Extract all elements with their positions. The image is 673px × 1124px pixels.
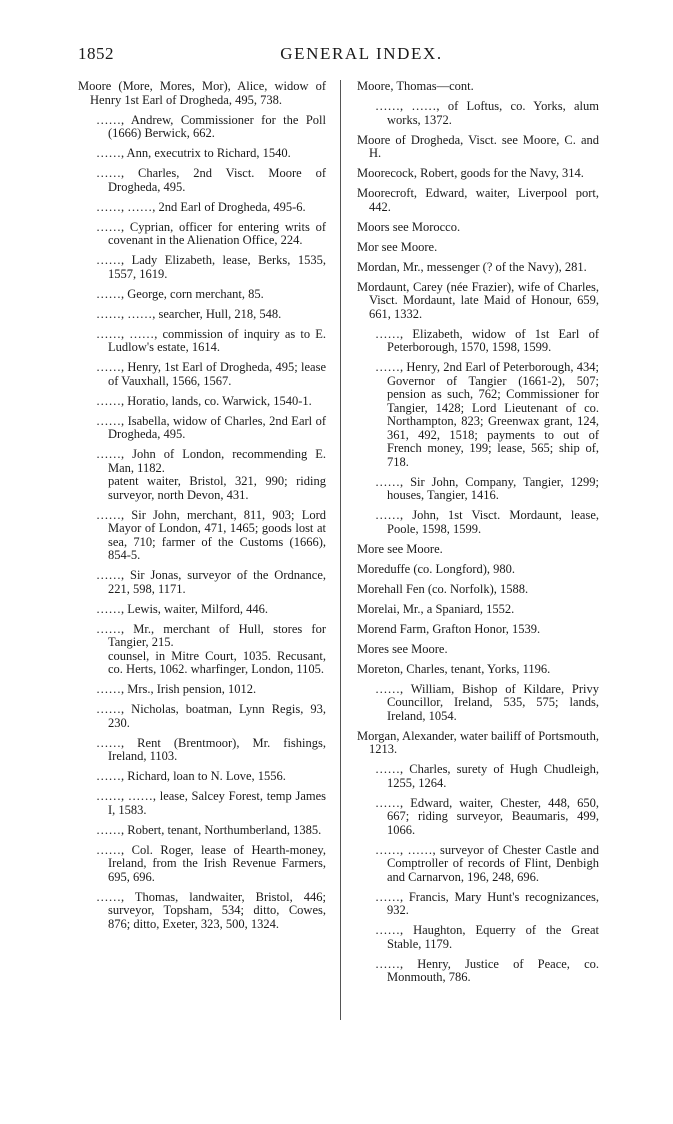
index-entry <box>357 643 599 657</box>
index-entry-text: ……, Sir John, Company, Tangier, 1299; houses, Tangier, 1416. <box>375 474 599 502</box>
running-title: GENERAL INDEX. <box>280 44 443 63</box>
index-entry <box>357 134 599 161</box>
index-entry-text: ……, Lewis, waiter, Milford, 446. <box>96 601 269 616</box>
index-entry-text: Morgan, Alexander, water bailiff of Portsmouth, 1213. <box>357 728 599 756</box>
index-entry <box>357 623 599 637</box>
index-entry <box>357 543 599 557</box>
index-entry-text: ……, ……, surveyor of Chester Castle and Comptroller of records of Flint, Denbigh and Carnarvon, 196, 248, 696. <box>375 842 599 884</box>
index-entry-text: ……, Sir Jonas, surveyor of the Ordnance, 221, 598, 1171. <box>96 568 326 596</box>
index-entry <box>78 569 326 596</box>
index-entry-text: ……, Charles, surety of Hugh Chudleigh, 1255, 1264. <box>375 762 599 790</box>
index-entry-text: ……, Sir John, merchant, 811, 903; Lord Mayor of London, 471, 1465; goods lost at sea, 710; farmer of the Customs (1666), 854-5. <box>96 507 326 562</box>
index-entry-continuation: patent waiter, Bristol, 321, 990; riding surveyor, north Devon, 431. <box>108 474 326 502</box>
index-entry <box>357 187 599 214</box>
index-entry-text: ……, George, corn merchant, 85. <box>96 286 264 301</box>
index-entry-text: ……, Cyprian, officer for entering writs of covenant in the Alienation Office, 224. <box>96 219 326 247</box>
index-entry-text: Moorecock, Robert, goods for the Navy, 314. <box>357 166 584 180</box>
index-entry-text: ……, Lady Elizabeth, lease, Berks, 1535, 1557, 1619. <box>96 253 326 281</box>
index-entry-text: ……, Henry, 2nd Earl of Peterborough, 434; Governor of Tangier (1661-2), 507; pension as such, 762; Commissioner for Tangier, 1428; Lord Lieutenant of co. Northampton, 823; Greenwax grant, 124, 361, 492, 1518; payments to out of French money, 199; lease, 565; ship of, 718. <box>375 360 599 469</box>
index-entry <box>357 730 599 757</box>
index-entry <box>357 663 599 677</box>
index-entry-text: ……, Robert, tenant, Northumberland, 1385. <box>96 822 322 837</box>
index-entry <box>78 603 326 617</box>
index-entry-text: More see Moore. <box>357 541 443 556</box>
index-entry-text: Moorecroft, Edward, waiter, Liverpool port, 442. <box>357 186 599 214</box>
index-entry-text: Mor see Moore. <box>357 239 438 254</box>
index-entry-text: Morehall Fen (co. Norfolk), 1588. <box>357 581 529 596</box>
index-entry <box>357 241 599 255</box>
index-entry <box>78 80 326 107</box>
index-entry <box>357 763 599 790</box>
index-entry-text: Morend Farm, Grafton Honor, 1539. <box>357 621 541 636</box>
index-entry-text: ……, Henry, 1st Earl of Drogheda, 495; lease of Vauxhall, 1566, 1567. <box>96 360 326 388</box>
index-entry-text: ……, Andrew, Commissioner for the Poll (1666) Berwick, 662. <box>96 112 326 140</box>
index-entry <box>357 583 599 597</box>
index-entry <box>78 683 326 697</box>
index-entry <box>357 891 599 918</box>
index-entry-text: Mordaunt, Carey (née Frazier), wife of Charles, Visct. Mordaunt, late Maid of Honour, 659, 661, 1332. <box>357 279 599 321</box>
index-entry-text: ……, Edward, waiter, Chester, 448, 650, 667; riding surveyor, Beaumaris, 499, 1066. <box>375 795 599 837</box>
index-entry <box>357 261 599 275</box>
index-entry <box>357 563 599 577</box>
index-entry <box>78 114 326 141</box>
index-entry <box>78 790 326 817</box>
index-entry <box>78 288 326 302</box>
index-entry <box>78 448 326 502</box>
index-entry-text: ……, Richard, loan to N. Love, 1556. <box>96 769 286 783</box>
index-entry-text: Mordan, Mr., messenger (? of the Navy), 281. <box>357 259 587 274</box>
index-entry-text: Mores see Moore. <box>357 641 448 656</box>
index-entry <box>357 100 599 127</box>
index-entry <box>78 891 326 932</box>
index-entry-text: ……, Henry, Justice of Peace, co. Monmouth, 786. <box>375 956 599 984</box>
index-entry-text: ……, ……, lease, Salcey Forest, temp James I, 1583. <box>96 789 326 817</box>
index-entry <box>357 683 599 724</box>
index-column-right <box>357 80 599 991</box>
index-entry <box>78 824 326 838</box>
index-entry-text: ……, Horatio, lands, co. Warwick, 1540-1. <box>96 393 312 408</box>
index-entry-text: ……, John of London, recommending E. Man, 1182. <box>96 447 326 475</box>
index-entry-text: Moore, Thomas—cont. <box>357 79 474 93</box>
index-entry-text: ……, ……, of Loftus, co. Yorks, alum works, 1372. <box>375 99 599 127</box>
index-entry-text: ……, Elizabeth, widow of 1st Earl of Peterborough, 1570, 1598, 1599. <box>375 326 599 354</box>
index-entry-text: ……, Charles, 2nd Visct. Moore of Drogheda, 495. <box>96 166 326 194</box>
index-entry <box>78 308 326 322</box>
index-entry-text: Moore (More, Mores, Mor), Alice, widow of Henry 1st Earl of Drogheda, 495, 738. <box>78 79 326 107</box>
index-entry <box>357 603 599 617</box>
index-entry <box>78 770 326 784</box>
index-entry <box>357 844 599 885</box>
index-entry-text: ……, Ann, executrix to Richard, 1540. <box>96 146 291 160</box>
index-entry-text: ……, Nicholas, boatman, Lynn Regis, 93, 230. <box>96 702 326 730</box>
index-entry <box>78 844 326 885</box>
index-entry <box>357 797 599 838</box>
index-entry-text: ……, John, 1st Visct. Mordaunt, lease, Poole, 1598, 1599. <box>375 508 599 536</box>
index-entry <box>78 254 326 281</box>
index-entry <box>78 395 326 409</box>
index-entry-text: Moreton, Charles, tenant, Yorks, 1196. <box>357 661 551 676</box>
index-entry <box>78 201 326 215</box>
index-entry-text: ……, Mrs., Irish pension, 1012. <box>96 682 257 696</box>
column-divider <box>340 80 341 1020</box>
index-entry <box>78 623 326 677</box>
index-entry-text: ……, Mr., merchant of Hull, stores for Tangier, 215. <box>96 621 326 649</box>
index-entry <box>357 924 599 951</box>
index-entry-text: ……, William, Bishop of Kildare, Privy Councillor, Ireland, 535, 575; lands, Ireland, 1054. <box>375 681 599 723</box>
index-entry-text: ……, ……, searcher, Hull, 218, 548. <box>96 306 282 321</box>
index-entry <box>78 167 326 194</box>
index-entry-continuation: counsel, in Mitre Court, 1035. Recusant, co. Herts, 1062. wharfinger, London, 1105. <box>108 648 326 676</box>
index-entry <box>78 415 326 442</box>
index-entry <box>357 80 599 94</box>
index-entry <box>357 328 599 355</box>
index-entry-text: Morelai, Mr., a Spaniard, 1552. <box>357 601 515 616</box>
index-entry <box>357 167 599 181</box>
index-entry <box>78 361 326 388</box>
index-entry <box>357 958 599 985</box>
index-entry <box>357 509 599 536</box>
index-entry-text: ……, Col. Roger, lease of Hearth-money, Ireland, from the Irish Revenue Farmers, 695, 696. <box>96 842 326 884</box>
index-entry-text: ……, Rent (Brentmoor), Mr. fishings, Ireland, 1103. <box>96 735 326 763</box>
index-entry-text: ……, ……, 2nd Earl of Drogheda, 495-6. <box>96 199 306 214</box>
index-column-left <box>78 80 326 938</box>
index-entry <box>78 703 326 730</box>
index-entry-text: Moors see Morocco. <box>357 219 461 234</box>
index-entry <box>357 221 599 235</box>
index-entry <box>357 476 599 503</box>
page-number: 1852 <box>78 44 114 63</box>
index-entry <box>78 147 326 161</box>
index-entry-text: Moore of Drogheda, Visct. see Moore, C. and H. <box>357 132 599 160</box>
page-header <box>78 44 645 68</box>
index-entry <box>78 221 326 248</box>
index-entry-text: ……, Thomas, landwaiter, Bristol, 446; surveyor, Topsham, 534; ditto, Cowes, 876; ditto, Exeter, 323, 500, 1324. <box>96 889 326 931</box>
index-entry <box>78 509 326 563</box>
index-entry-text: ……, Haughton, Equerry of the Great Stable, 1179. <box>375 923 599 951</box>
index-entry-text: ……, Isabella, widow of Charles, 2nd Earl of Drogheda, 495. <box>96 413 326 441</box>
index-entry-text: ……, ……, commission of inquiry as to E. Ludlow's estate, 1614. <box>96 326 326 354</box>
index-entry-text: Moreduffe (co. Longford), 980. <box>357 561 516 576</box>
index-entry <box>357 361 599 469</box>
index-entry <box>357 281 599 322</box>
index-entry <box>78 737 326 764</box>
index-entry <box>78 328 326 355</box>
index-entry-text: ……, Francis, Mary Hunt's recognizances, 932. <box>375 889 599 917</box>
